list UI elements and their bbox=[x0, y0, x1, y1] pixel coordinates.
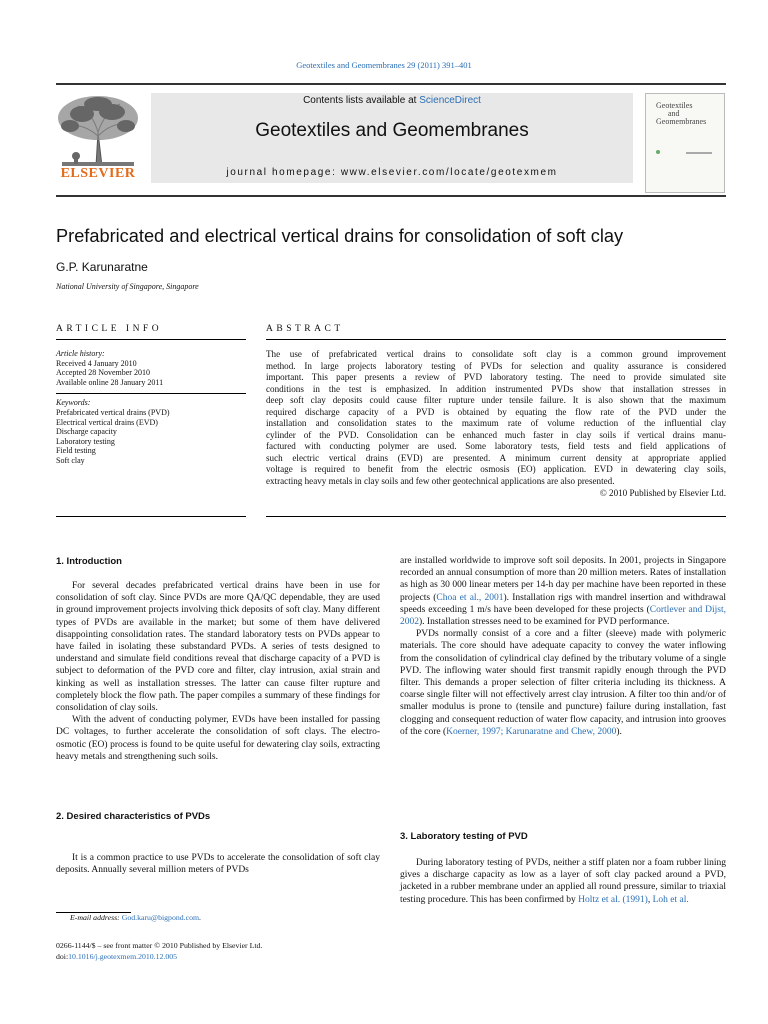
paragraph: It is a common practice to use PVDs to accelerate the consolidation of soft clay deposits. Annually several million meters of PVDs bbox=[56, 853, 380, 876]
keyword: Discharge capacity bbox=[56, 427, 117, 437]
abstract-line: important. This paper presents a review of PVD laboratory testing. The need to provide simulated site bbox=[266, 372, 726, 383]
cover-title-line: Geomembranes bbox=[656, 117, 707, 126]
journal-citation-link[interactable]: Geotextiles and Geomembranes 29 (2011) 391–401 bbox=[296, 60, 472, 70]
cover-emblem-icon bbox=[656, 150, 660, 154]
article-info-heading: ARTICLE INFO bbox=[56, 324, 163, 334]
abstract-line: factured with conducting polymer are used. Some laboratory tests, field tests and field applications of bbox=[266, 441, 726, 452]
contents-availability bbox=[151, 95, 633, 106]
citation-link[interactable]: Cortlever and Dijst, 2002 bbox=[400, 604, 726, 628]
abstract-rule-top bbox=[266, 339, 726, 340]
section-heading-characteristics: 2. Desired characteristics of PVDs bbox=[56, 811, 211, 822]
article-title: Prefabricated and electrical vertical drains for consolidation of soft clay bbox=[56, 226, 624, 246]
cover-title bbox=[656, 102, 716, 126]
abstract-heading: ABSTRACT bbox=[266, 324, 344, 334]
text-run: PVDs normally consist of a core and a filter (sleeve) made with polymeric materials. The core should have adequate capacity to convey the water inflowing from the consolidation of cylindrical clay defined by the tributary volume of a single PVD. The inflowing water should first transmit rapidly enough through the PVD filter. This demands a proper selection of filter criteria including its thickness. A coarse single filter will not effectively arrest clay intrusion. A filter too thin and/or of smaller modulus is prone to (tensile and puncture) failure during installation, fast clogging and consequent reduction of water flow capacity, and intrusion into grooves of the core ( bbox=[400, 629, 726, 737]
keyword: Soft clay bbox=[56, 455, 85, 465]
keyword: Field testing bbox=[56, 446, 96, 456]
lab-testing-body bbox=[400, 857, 726, 906]
cover-title-line: Geotextiles bbox=[656, 101, 693, 110]
abstract-line: voltage is required to benefit from the electric osmosis (EO) application. EVD in dewatering clay soils, bbox=[266, 464, 726, 475]
keywords-label: Keywords: bbox=[56, 398, 91, 408]
abstract-line: such electric vertical drains (EVD) are presented. A minimum current density at appropriate applied bbox=[266, 452, 726, 463]
journal-homepage bbox=[151, 167, 633, 178]
doi-link[interactable]: 10.1016/j.geotexmem.2010.12.005 bbox=[68, 952, 178, 961]
email-link[interactable]: God.karu@bigpond.com bbox=[121, 913, 200, 922]
text-run: During laboratory testing of PVDs, neither a stiff platen nor a foam rubber lining gives a discharge capacity as low as a layer of soft clay packed around a PVD, jacketed in a rubber membrane under an applied all round pressure, similar to triaxial testing procedure. This has been confirmed by bbox=[400, 858, 726, 905]
contents-text: Contents lists available at bbox=[303, 95, 420, 106]
sciencedirect-link[interactable]: ScienceDirect bbox=[419, 95, 481, 106]
abstract-line: The use of prefabricated vertical drains to consolidate soft clay is a common ground improvement bbox=[266, 349, 726, 359]
abstract-line: deep soft clay deposits could cause filter rupture under tensile failure. It is also shown that the maximum bbox=[266, 395, 726, 406]
abstract-line: cylinder of the PVD. Consolidation can be enhanced much faster in clay soils if vertical drains manu- bbox=[266, 429, 726, 440]
email-label: E-mail address: bbox=[70, 913, 122, 922]
cover-text-mark bbox=[686, 152, 712, 154]
history-received: Received 4 January 2010 bbox=[56, 358, 137, 368]
column-two-body bbox=[400, 555, 726, 738]
paragraph: With the advent of conducting polymer, EVDs have been installed for passing DC voltages, to further accelerate the consolidation of soft clays. The electro-osmotic (EO) process is found to be quite useful for dewatering clay soils, extracting heavy metals and strengthening such soils. bbox=[56, 715, 380, 762]
paragraph: For several decades prefabricated vertical drains have been in use for consolidation of soft clay. Since PVDs are more QA/QC dependable, they are used in ground improvement projects involving thick deposits of soft clay. Many different types of PVDs are available in the market; but some of them have delivered disappointing consolidation rates. The standard laboratory tests on PVDs appear to have failed in isolating these substandard PVDs. A series of tests designed to understand and simulate field conditions reveal that discharge capacity of a PVD is subject to deformation of the PVD core and filter, clay intrusion, axial strain and kinking as well as installation stresses. The latter can cause filter rupture and completely block the flow path. The paper compiles a summary of these findings for consolidation of clay soils. bbox=[56, 581, 380, 714]
introduction-body bbox=[56, 580, 380, 763]
citation-link[interactable]: Holtz et al. (1991) bbox=[578, 894, 648, 905]
homepage-link[interactable]: www.elsevier.com/locate/geotexmem bbox=[340, 167, 558, 178]
journal-cover-thumbnail[interactable] bbox=[645, 93, 725, 193]
section-heading-introduction: 1. Introduction bbox=[56, 556, 122, 567]
abstract-line: installation and consolidation states to the maximum rate of volume reduction of the influential clay bbox=[266, 418, 726, 429]
abstract-line: conditions in the test is emphasized. In addition instrumented PVDs show that installation stresses in bbox=[266, 383, 726, 394]
cover-title-line: and bbox=[668, 109, 680, 118]
article-info-block bbox=[56, 349, 246, 466]
paragraph bbox=[400, 857, 726, 906]
elsevier-wordmark: ELSEVIER bbox=[60, 166, 136, 181]
abstract-copyright: © 2010 Published by Elsevier Ltd. bbox=[599, 487, 726, 498]
header-rule-top bbox=[56, 83, 726, 85]
history-online: Available online 28 January 2011 bbox=[56, 377, 164, 387]
abstract-line: extracting heavy metals in clay soils and few other geotechnical applications are also presented. bbox=[266, 476, 615, 487]
history-accepted: Accepted 28 November 2010 bbox=[56, 368, 150, 378]
text-run: ). Installation rigs with mandrel insertion and withdrawal speeds exceeding 1 m/s have been developed for these projects ( bbox=[400, 592, 726, 615]
info-rule-top bbox=[56, 339, 246, 340]
info-rule-bottom bbox=[56, 516, 246, 517]
homepage-label: journal homepage: bbox=[226, 167, 341, 178]
text-run: , bbox=[647, 894, 653, 905]
author-email-footnote bbox=[70, 913, 201, 922]
keyword: Electrical vertical drains (EVD) bbox=[56, 417, 158, 427]
journal-title: Geotextiles and Geomembranes bbox=[255, 120, 529, 141]
keyword: Laboratory testing bbox=[56, 436, 115, 446]
abstract-line: required discharge capacity of a PVD is obtained by equating the flow rate of the PVD under the bbox=[266, 406, 726, 417]
keyword: Prefabricated vertical drains (PVD) bbox=[56, 407, 170, 417]
doi-label: doi: bbox=[56, 952, 69, 961]
paragraph bbox=[400, 628, 726, 738]
email-end: . bbox=[199, 913, 201, 922]
text-run: are installed worldwide to improve soft soil deposits. In 2001, projects in Singapore recorded an annual consumption of more than 20 million meters. Rates of installation as high as 30 000 linear meters per 14-h day per machine have been reported in these projects ( bbox=[400, 556, 726, 603]
abstract-line: method. In large projects laboratory testing of PVDs for selection and quality assurance is considered bbox=[266, 360, 726, 371]
author-affiliation: National University of Singapore, Singapore bbox=[56, 282, 199, 291]
text-run: ). bbox=[616, 726, 622, 737]
text-run: ). Installation stresses need to be examined for PVD performance. bbox=[419, 617, 670, 628]
header-rule-bottom bbox=[56, 195, 726, 197]
citation-link[interactable]: Choa et al., 2001 bbox=[436, 592, 504, 603]
issn-line: 0266-1144/$ – see front matter © 2010 Published by Elsevier Ltd. bbox=[56, 941, 263, 950]
history-label: Article history: bbox=[56, 349, 105, 358]
citation-link[interactable]: Loh et al. bbox=[652, 894, 689, 905]
abstract-text bbox=[266, 349, 726, 499]
abstract-rule-bottom bbox=[266, 516, 726, 517]
doi-line bbox=[56, 951, 262, 962]
section-heading-lab-testing: 3. Laboratory testing of PVD bbox=[400, 831, 528, 842]
info-divider bbox=[56, 393, 246, 394]
author-name[interactable]: G.P. Karunaratne bbox=[56, 260, 148, 274]
citation-link[interactable]: Koerner, 1997; Karunaratne and Chew, 2000 bbox=[446, 726, 617, 737]
characteristics-body bbox=[56, 852, 380, 876]
issn-block bbox=[56, 940, 262, 962]
paragraph bbox=[400, 555, 726, 628]
